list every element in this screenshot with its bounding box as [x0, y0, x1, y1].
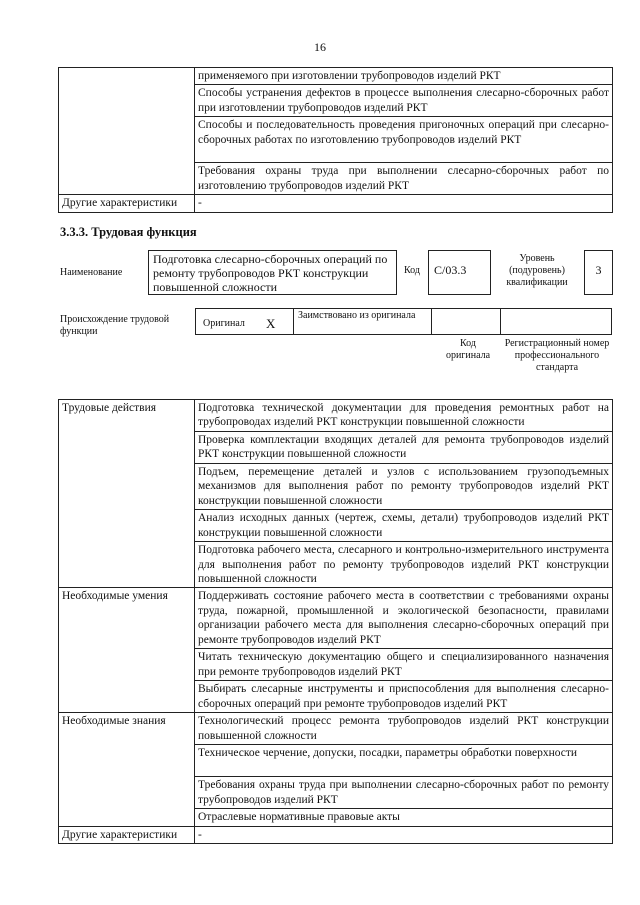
table-cell: Читать техническую документацию общего и специализированного назначения при ремонте трубопроводов изделий РКТ	[195, 649, 613, 681]
table-cell: Анализ исходных данных (чертеж, схемы, детали) трубопроводов изделий РКТ конструкции повышенной сложности	[195, 510, 613, 542]
reg-number-caption: Регистрационный номер профессионального стандарта	[504, 338, 610, 373]
table-cell: Подъем, перемещение деталей и узлов с использованием грузоподъемных механизмов для выполнения работ по ремонту трубопроводов изделий РКТ конструкции повышенной сложности	[195, 464, 613, 510]
table-cell: Подготовка рабочего места, слесарного и контрольно-измерительного инструмента для выполнения работ по ремонту трубопроводов изделий РКТ конструкции повышенной сложности	[195, 542, 613, 588]
table-cell: Подготовка технической документации для проведения ремонтных работ на трубопроводах изделий РКТ конструкции повышенной сложности	[195, 400, 613, 432]
level-label: Уровень (подуровень) квалификации	[506, 253, 568, 288]
table-cell: Способы и последовательность проведения пригоночных операций при слесарно-сборочных работах по изготовлению трубопроводов изделий РКТ	[195, 117, 613, 163]
table-row	[59, 195, 613, 212]
code-label: Код	[404, 265, 420, 276]
table-cell: Требования охраны труда при выполнении слесарно-сборочных работ по ремонту трубопроводов изделий РКТ	[195, 777, 613, 809]
divider	[293, 308, 294, 335]
name-label: Наименование	[60, 267, 123, 278]
other-characteristics-value: -	[195, 195, 613, 212]
table-cell: Отраслевые нормативные правовые акты	[195, 809, 613, 826]
main-table	[58, 399, 613, 844]
other-characteristics-value: -	[195, 826, 613, 843]
original-label: Оригинал	[203, 318, 245, 329]
name-value: Подготовка слесарно-сборочных операций по ремонту трубопроводов РКТ конструкции повышенной сложности	[148, 250, 397, 295]
code-original-caption: Код оригинала	[445, 338, 491, 361]
origin-label: Происхождение трудовой функции	[60, 314, 170, 337]
table-cell: применяемого при изготовлении трубопроводов изделий РКТ	[195, 68, 613, 85]
level-value: 3	[584, 250, 613, 295]
table-row	[59, 400, 613, 432]
table-cell: Техническое черчение, допуски, посадки, параметры обработки поверхности	[195, 745, 613, 777]
table-cell: Способы устранения дефектов в процессе выполнения слесарно-сборочных работ при изготовлении трубопроводов изделий РКТ	[195, 85, 613, 117]
divider	[500, 308, 501, 335]
table-row	[59, 826, 613, 843]
original-mark: X	[266, 316, 276, 331]
table-cell: Проверка комплектации входящих деталей для ремонта трубопроводов изделий РКТ конструкции повышенной сложности	[195, 432, 613, 464]
borrowed-label: Заимствовано из оригинала	[298, 310, 416, 321]
table-row	[59, 68, 613, 85]
divider	[431, 308, 432, 335]
other-characteristics-label: Другие характеристики	[59, 826, 195, 843]
empty-label-cell	[59, 68, 195, 195]
table-row	[59, 588, 613, 649]
group-label: Необходимые знания	[59, 713, 195, 826]
table-cell: Требования охраны труда при выполнении слесарно-сборочных работ по изготовлению трубопроводов изделий РКТ	[195, 163, 613, 195]
top-table	[58, 67, 613, 213]
code-value: С/03.3	[428, 250, 491, 295]
other-characteristics-label: Другие характеристики	[59, 195, 195, 212]
page-number: 16	[314, 40, 326, 54]
table-row	[59, 713, 613, 745]
table-cell: Технологический процесс ремонта трубопроводов изделий РКТ конструкции повышенной сложности	[195, 713, 613, 745]
group-label: Трудовые действия	[59, 400, 195, 588]
section-heading: 3.3.3. Трудовая функция	[60, 225, 197, 239]
group-label: Необходимые умения	[59, 588, 195, 713]
table-cell: Выбирать слесарные инструменты и приспособления для выполнения слесарно-сборочных операций при ремонте трубопроводов изделий РКТ	[195, 681, 613, 713]
table-cell: Поддерживать состояние рабочего места в соответствии с требованиями охраны труда, пожарной, промышленной и экологической безопасности, правилами организации рабочего места для выполнения слесарно-сборочных операций при ремонте трубопроводов изделий РКТ	[195, 588, 613, 649]
